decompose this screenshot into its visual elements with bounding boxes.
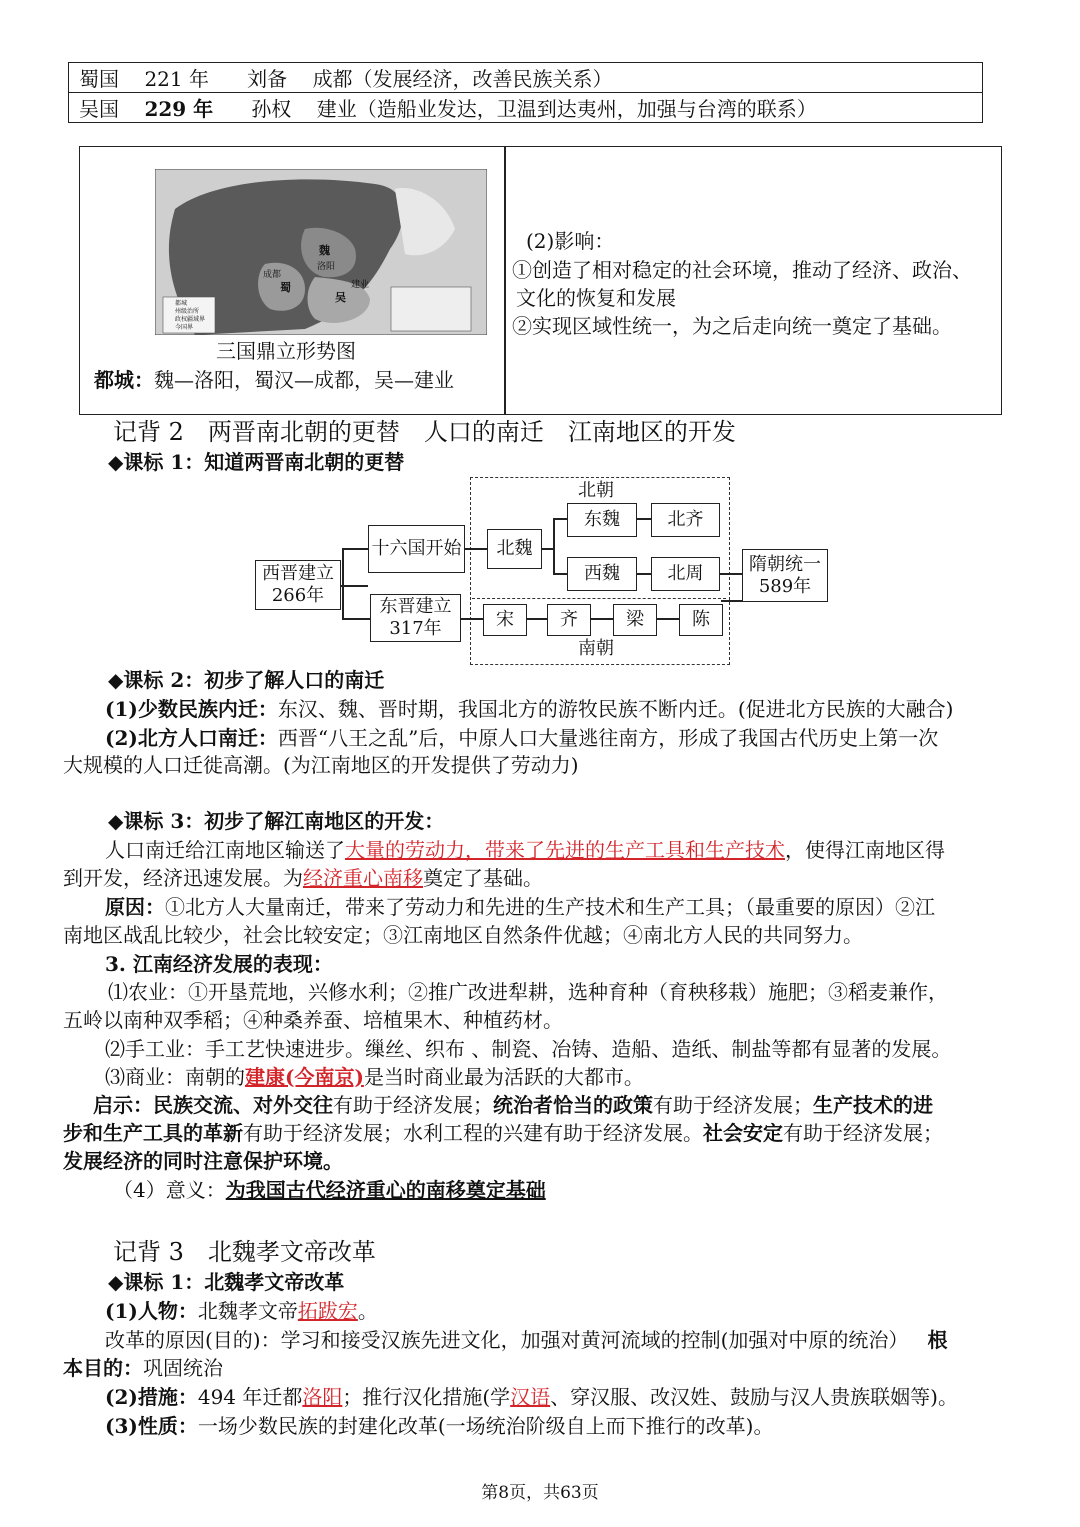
reason-text: 巩固统治 xyxy=(143,1356,223,1380)
reform-person xyxy=(105,1297,378,1325)
impact-1-cont: 文化的恢复和发展 xyxy=(516,286,676,310)
xiwei-box: 西魏 xyxy=(567,557,637,591)
migration-p2-cont: 大规模的人口迁徙高潮。(为江南地区的开发提供了劳动力) xyxy=(63,753,579,777)
person-highlight: 拓跋宏 xyxy=(297,1299,358,1323)
significance-text: 为我国古代经济重心的南移奠定基础 xyxy=(225,1178,546,1202)
section-2-std2: ◆课标 2：初步了解人口的南迁 xyxy=(108,668,385,692)
p2-text: 西晋“八王之乱”后，中原人口大量逃往南方，形成了我国古代历史上第一次 xyxy=(277,726,939,750)
table-cell xyxy=(69,93,983,123)
handicraft-line: ⑵手工业：手工艺快速进步。缫丝、织布 、制瓷、冶铸、造船、造纸、制盐等都有显著的发展。 xyxy=(105,1037,952,1061)
box-divider xyxy=(504,147,506,414)
development-line1 xyxy=(105,836,945,864)
map-impact-box xyxy=(79,146,1002,415)
page-footer: 第8页，共63页 xyxy=(481,1483,599,1503)
comm-text: 是当时商业最为活跃的大都市。 xyxy=(363,1065,644,1089)
measure-highlight: 汉语 xyxy=(510,1385,551,1409)
measure-highlight: 洛阳 xyxy=(302,1385,343,1409)
measure-text: 、穿汉服、改汉姓、鼓励与汉人贵族联姻等)。 xyxy=(550,1385,958,1409)
dev-text: ，使得江南地区得 xyxy=(785,838,945,862)
dongjin-box: 东晋建立 317年 xyxy=(370,594,461,642)
impact-title: (2)影响： xyxy=(526,229,615,253)
reason-label: 原因： xyxy=(105,895,165,919)
section-2-title: 记背 2 两晋南北朝的更替 人口的南迁 江南地区的开发 xyxy=(113,418,736,446)
section-2-std1: ◆课标 1：知道两晋南北朝的更替 xyxy=(108,450,405,474)
reason-bold: 本目的： xyxy=(63,1356,143,1380)
qi-box: 齐 xyxy=(547,604,591,636)
p1-label: (1)少数民族内迁： xyxy=(105,697,278,721)
dev-text: 到开发，经济迅速发展。为 xyxy=(63,866,303,890)
dev-highlight: 经济重心南移 xyxy=(303,866,423,890)
comm-highlight: 建康(今南京) xyxy=(245,1065,364,1089)
capitals-line xyxy=(94,366,454,394)
development-line2 xyxy=(63,864,543,892)
measure-text: 494 年迁都 xyxy=(197,1385,303,1409)
founded-year: 229 年 xyxy=(144,97,214,121)
p1-text: 东汉、魏、晋时期，我国北方的游牧民族不断内迁。(促进北方民族的大融合) xyxy=(277,697,954,721)
table-row xyxy=(69,93,983,123)
person-text: 。 xyxy=(357,1299,378,1323)
reform-reason xyxy=(105,1326,948,1354)
insight-text: 有助于经济发展； xyxy=(333,1093,493,1117)
sui-box: 隋朝统一 589年 xyxy=(742,549,828,602)
impact-1: ①创造了相对稳定的社会环境，推动了经济、政治、 xyxy=(512,258,972,282)
person-text: 北魏孝文帝 xyxy=(197,1299,298,1323)
founder: 刘备 xyxy=(247,67,288,91)
founded-year: 221 年 xyxy=(144,67,209,91)
reason-line1 xyxy=(105,893,935,921)
insight-line1 xyxy=(93,1091,933,1119)
south-dynasty-label: 南朝 xyxy=(578,638,614,659)
dev-highlight: 大量的劳动力，带来了先进的生产工具和生产技术 xyxy=(345,838,785,862)
show-title: 3. 江南经济发展的表现： xyxy=(105,952,333,976)
liang-box: 梁 xyxy=(613,604,657,636)
legend-item: 都城 xyxy=(175,300,188,307)
map-label-luoyang: 洛阳 xyxy=(317,262,336,272)
reason-text: ①北方人大量南迁，带来了劳动力和先进的生产技术和生产工具；（最重要的原因）②江 xyxy=(165,895,935,919)
significance-line xyxy=(113,1176,546,1204)
song-box: 宋 xyxy=(483,604,527,636)
map-label-wu: 吴 xyxy=(335,291,346,304)
map-label-jianye: 建业 xyxy=(351,280,370,290)
map-label-wei: 魏 xyxy=(319,244,330,257)
capitals-label: 都城： xyxy=(94,368,154,392)
p2-label: (2)北方人口南迁： xyxy=(105,726,278,750)
dynasty-table xyxy=(68,62,983,123)
capital: 成都（发展经济，改善民族关系） xyxy=(312,67,613,91)
legend-item: 今国界 xyxy=(175,324,194,331)
south-divider xyxy=(472,598,726,599)
legend-item: 州级治所 xyxy=(175,308,200,315)
table-cell xyxy=(69,63,983,93)
insight-text: 有助于经济发展； xyxy=(783,1121,943,1145)
comm-text: ⑶商业：南朝的 xyxy=(105,1065,245,1089)
beizhou-box: 北周 xyxy=(651,557,720,591)
map-label-chengdu: 成都 xyxy=(263,270,282,280)
section-3-title: 记背 3 北魏孝文帝改革 xyxy=(113,1238,376,1266)
three-kingdoms-map xyxy=(155,169,487,335)
chen-box: 陈 xyxy=(679,604,723,636)
beiqi-box: 北齐 xyxy=(651,503,720,537)
insight-text: 有助于经济发展；水利工程的兴建有助于经济发展。 xyxy=(243,1121,703,1145)
reason-bold: 根 xyxy=(927,1328,948,1352)
measure-label: (2)措施： xyxy=(105,1385,198,1409)
table-row xyxy=(69,63,983,93)
nature-text: 一场少数民族的封建化改革(一场统治阶级自上而下推行的改革)。 xyxy=(197,1414,774,1438)
impact-2: ②实现区域性统一，为之后走向统一奠定了基础。 xyxy=(512,314,952,338)
section-2-std3: ◆课标 3：初步了解江南地区的开发： xyxy=(108,809,445,833)
reform-reason-cont xyxy=(63,1354,223,1382)
insight-text: 有助于经济发展； xyxy=(653,1093,813,1117)
xijin-box: 西晋建立 266年 xyxy=(255,560,341,610)
reform-measures xyxy=(105,1383,958,1411)
insight-bold: 统治者恰当的政策 xyxy=(493,1093,653,1117)
founder: 孙权 xyxy=(251,97,292,121)
insight-line2 xyxy=(63,1119,943,1147)
reform-nature xyxy=(105,1412,773,1440)
agriculture-line1: ⑴农业：①开垦荒地，兴修水利；②推广改进犁耕，选种育种（育秧移栽）施肥；③稻麦兼作， xyxy=(108,980,948,1004)
reason-line2: 南地区战乱比较少，社会比较安定；③江南地区自然条件优越；④南北方人民的共同努力。 xyxy=(63,923,863,947)
legend-item: 政权疆域界 xyxy=(175,316,206,323)
agriculture-line2: 五岭以南种双季稻；④种桑养蚕、培植果木、种植药材。 xyxy=(63,1008,563,1032)
capital: 建业（造船业发达，卫温到达夷州，加强与台湾的联系） xyxy=(316,97,817,121)
commerce-line xyxy=(105,1063,644,1091)
section-3-std1: ◆课标 1：北魏孝文帝改革 xyxy=(108,1270,345,1294)
insight-bold: 生产技术的进 xyxy=(813,1093,933,1117)
measure-text: ；推行汉化措施(学 xyxy=(342,1385,511,1409)
dongwei-box: 东魏 xyxy=(567,503,637,537)
map-label-shu: 蜀 xyxy=(280,281,291,294)
north-dynasty-label: 北朝 xyxy=(578,480,614,501)
significance-label: （4）意义： xyxy=(113,1178,226,1202)
dev-text: 人口南迁给江南地区输送了 xyxy=(105,838,345,862)
reason-text: 改革的原因(目的)：学习和接受汉族先进文化，加强对黄河流域的控制(加强对中原的统治） xyxy=(105,1328,909,1352)
map-caption: 三国鼎立形势图 xyxy=(216,339,356,363)
insight-bold: 启示：民族交流、对外交往 xyxy=(93,1093,333,1117)
dev-text: 奠定了基础。 xyxy=(423,866,543,890)
beiwei-box: 北魏 xyxy=(487,529,542,569)
person-label: (1)人物： xyxy=(105,1299,198,1323)
migration-p1 xyxy=(105,695,953,723)
insight-line3: 发展经济的同时注意保护环境。 xyxy=(63,1149,343,1173)
migration-p2 xyxy=(105,724,938,752)
insight-bold: 步和生产工具的革新 xyxy=(63,1121,243,1145)
state-name: 吴国 xyxy=(79,97,119,121)
capitals-text: 魏—洛阳，蜀汉—成都，吴—建业 xyxy=(154,368,454,392)
nature-label: (3)性质： xyxy=(105,1414,198,1438)
sixteen-kingdoms-box: 十六国开始 xyxy=(368,525,465,573)
insight-bold: 社会安定 xyxy=(703,1121,783,1145)
state-name: 蜀国 xyxy=(79,67,119,91)
